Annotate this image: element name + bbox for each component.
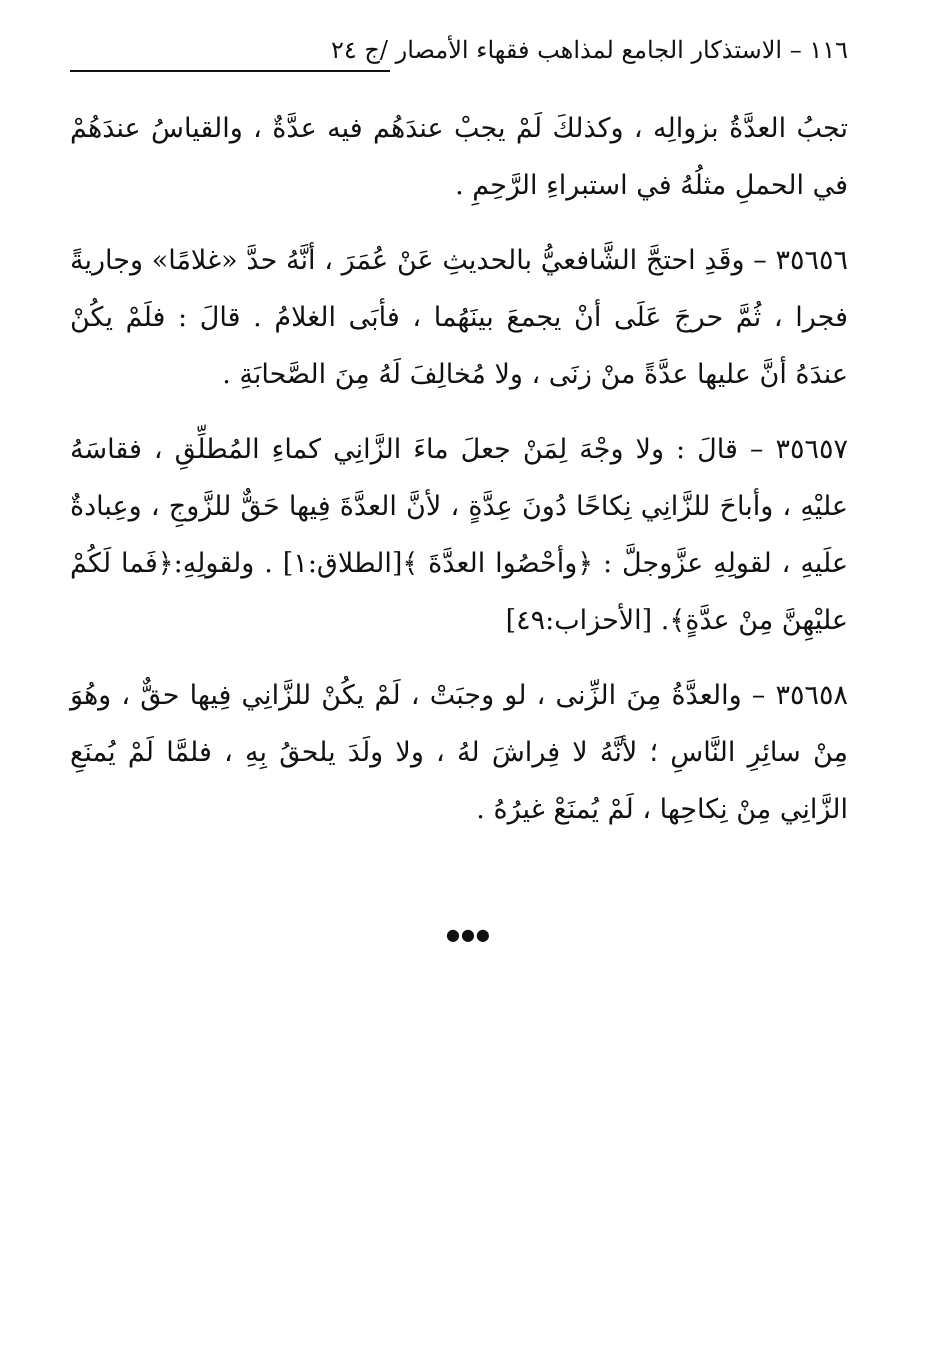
paragraph-continuation: [70, 100, 848, 214]
page-header: [70, 30, 848, 80]
header-rule: [70, 70, 390, 72]
paragraph-number: ٣٥٦٥٧: [775, 434, 848, 465]
page-body: [70, 100, 848, 856]
paragraph-35658: [70, 667, 848, 838]
paragraph-number: ٣٥٦٥٨: [775, 680, 848, 711]
paragraph-text: تجبُ العدَّةُ بزوالِه ، وكذلكَ لَمْ يجبْ عندَهُم فيه عدَّةٌ ، والقياسُ عندَهُمْ في الحملِ مثلُهُ في استبراءِ الرَّحِمِ .: [70, 113, 848, 201]
running-head: ١١٦ – الاستذكار الجامع لمذاهب فقهاء الأمصار /ج ٢٤: [331, 36, 848, 64]
end-ornament: ●●●: [446, 925, 491, 944]
paragraph-35657: [70, 421, 848, 649]
paragraph-text: – والعدَّةُ مِنَ الزِّنى ، لو وجبَتْ ، لَمْ يكُنْ للزَّانِي فِيها حقٌّ ، وهُوَ مِنْ سائِرِ النَّاسِ ؛ لأنَّهُ لا فِراشَ لهُ ، ولا ولَدَ يلحقُ بِهِ ، فلمَّا لَمْ يُمنَعِ الزَّانِي مِنْ نِكاحِها ، لَمْ يُمنَعْ غيرُهُ .: [70, 680, 848, 825]
paragraph-number: ٣٥٦٥٦: [775, 245, 848, 276]
paragraph-35656: [70, 232, 848, 403]
paragraph-text: – قالَ : ولا وجْهَ لِمَنْ جعلَ ماءَ الزَّانِي كماءِ المُطلِّقِ ، فقاسَهُ عليْهِ ، وأباحَ للزَّانِي نِكاحًا دُونَ عِدَّةٍ ، لأنَّ العدَّةَ فِيها حَقٌّ للزَّوجِ ، وعِبادةٌ علَيهِ ، لقولِهِ عزَّوجلَّ : ﴿وأحْصُوا العدَّةَ ﴾[الطلاق:١] . ولقولِهِ:﴿فَما لَكُمْ عليْهِنَّ مِنْ عدَّةٍ﴾. [الأحزاب:٤٩]: [70, 434, 848, 636]
paragraph-text: – وقَدِ احتجَّ الشَّافعيُّ بالحديثِ عَنْ عُمَرَ ، أنَّهُ حدَّ «غلامًا» وجاريةً فجرا ، ثُمَّ حرجَ عَلَى أنْ يجمعَ بينَهُما ، فأبَى الغلامُ . قالَ : فلَمْ يكُنْ عندَهُ أنَّ عليها عدَّةً منْ زنَى ، ولا مُخالِفَ لَهُ مِنَ الصَّحابَةِ .: [70, 245, 848, 390]
